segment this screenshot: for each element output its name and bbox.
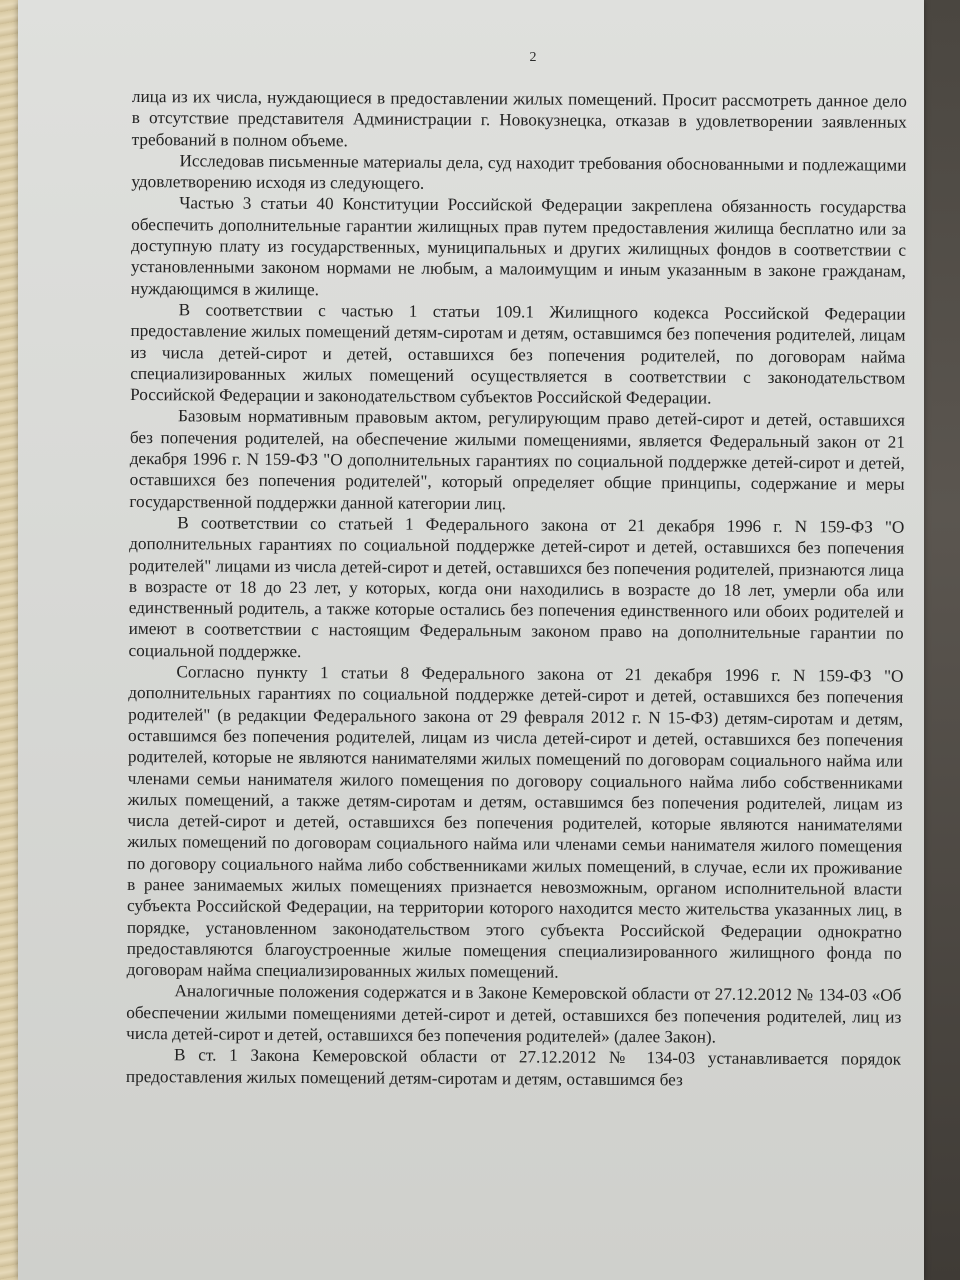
page-number: 2 — [529, 50, 537, 65]
paragraph-3: Частью 3 статьи 40 Конституции Российской Федерации закреплена обязанность государства обеспечить дополнительные гарантии жилищных прав путем предоставления жилища бесплатно или за доступную плату из государственных, муниципальных и других жилищных фондов в соответствии с установленными законом нормами не любым, а малоимущим и иным указанным в законе гражданам, нуждающимся в жилище. — [130, 193, 907, 299]
paragraph-5: Базовым нормативным правовым актом, регулирующим право детей-сирот и детей, оставшихся без попечения родителей, на обеспечение жилыми помещениями, является Федеральный закон от 21 декабря 1996 г. N 159-ФЗ "О дополнительных гарантиях по социальной поддержке детей-сирот и детей, оставшихся без попечения родителей", который определяет общие принципы, содержание и меры государственной поддержки данной категории лиц. — [129, 406, 906, 513]
paragraph-2: Исследовав письменные материалы дела, суд находит требования обоснованными и подлежащими удовлетворению исходя из следующего. — [131, 151, 907, 193]
paragraph-8: Аналогичные положения содержатся и в Законе Кемеровской области от 27.12.2012 № 134-03 «Об обеспечении жилыми помещениями детей-сирот и детей, оставшихся без попечения родителей, лиц из числа детей-сирот и детей, оставшихся без попечения родителей» (далее Закон). — [126, 981, 902, 1047]
document-body — [126, 86, 907, 1092]
paragraph-7: Согласно пункту 1 статьи 8 Федерального закона от 21 декабря 1996 г. N 159-ФЗ "О дополнительных гарантиях по социальной поддержке детей-сирот и детей, оставшихся без попечения родителей" (в редакции Федерального закона от 29 февраля 2012 г. N 15-ФЗ) детям-сиротам и детям, оставшимся без попечения родителей, лицам из числа детей-сирот и детей, оставшихся без попечения родителей, которые не являются нанимателями жилых помещений по договорам социального найма или членами семьи нанимателя жилого помещения по договору социального найма либо собственниками жилых помещений, а также детям-сиротам и детям, оставшимся без попечения родителей, лицам из числа детей-сирот и детей, оставшихся без попечения родителей, которые являются нанимателями жилых помещений по договорам социального найма или членами семьи нанимателя жилого помещения по договору социального найма либо собственниками жилых помещений, в случае, если их проживание в ранее занимаемых жилых помещениях признается невозможным, органом исполнительной власти субъекта Российской Федерации, на территории которого находится место жительства указанных лиц, в порядке, установленном законодательством этого субъекта Российской Федерации однократно предоставляются благоустроенные жилые помещения специализированного жилищного фонда по договорам найма специализированных жилых помещений. — [126, 662, 904, 982]
paragraph-9: В ст. 1 Закона Кемеровской области от 27.12.2012 № 134-03 устанавливается порядок предоставления жилых помещений детям-сиротам и детям, оставшимся без — [125, 1045, 902, 1090]
paragraph-6: В соответствии со статьей 1 Федерального закона от 21 декабря 1996 г. N 159-ФЗ "О дополнительных гарантиях по социальной поддержке детей-сирот и детей, оставшихся без попечения родителей" лицами из числа детей-сирот и детей, оставшихся без попечения родителей, признаются лица в возрасте от 18 до 23 лет, у которых, когда они находились в возрасте до 18 лет, умерли оба или единственный родитель, а также которые остались без попечения единственного или обоих родителей и имеют в соответствии с настоящим Федеральным законом право на дополнительные гарантии по социальной поддержке. — [128, 513, 905, 661]
paragraph-1: лица из их числа, нуждающиеся в предоставлении жилых помещений. Просит рассмотреть данное дело в отсутствие представителя Администрации г. Новокузнецка, отказав в удовлетворении заявленных требований в полном объеме. — [131, 86, 907, 150]
paragraph-4: В соответствии с частью 1 статьи 109.1 Жилищного кодекса Российской Федерации предоставление жилых помещений детям-сиротам и детям, оставшимся без попечения родителей, лицам из числа детей-сирот и детей, оставшихся без попечения родителей, по договорам найма специализированных жилых помещений осуществляется в соответствии с законодательством Российской Федерации и законодательством субъектов Российской Федерации. — [130, 300, 906, 408]
